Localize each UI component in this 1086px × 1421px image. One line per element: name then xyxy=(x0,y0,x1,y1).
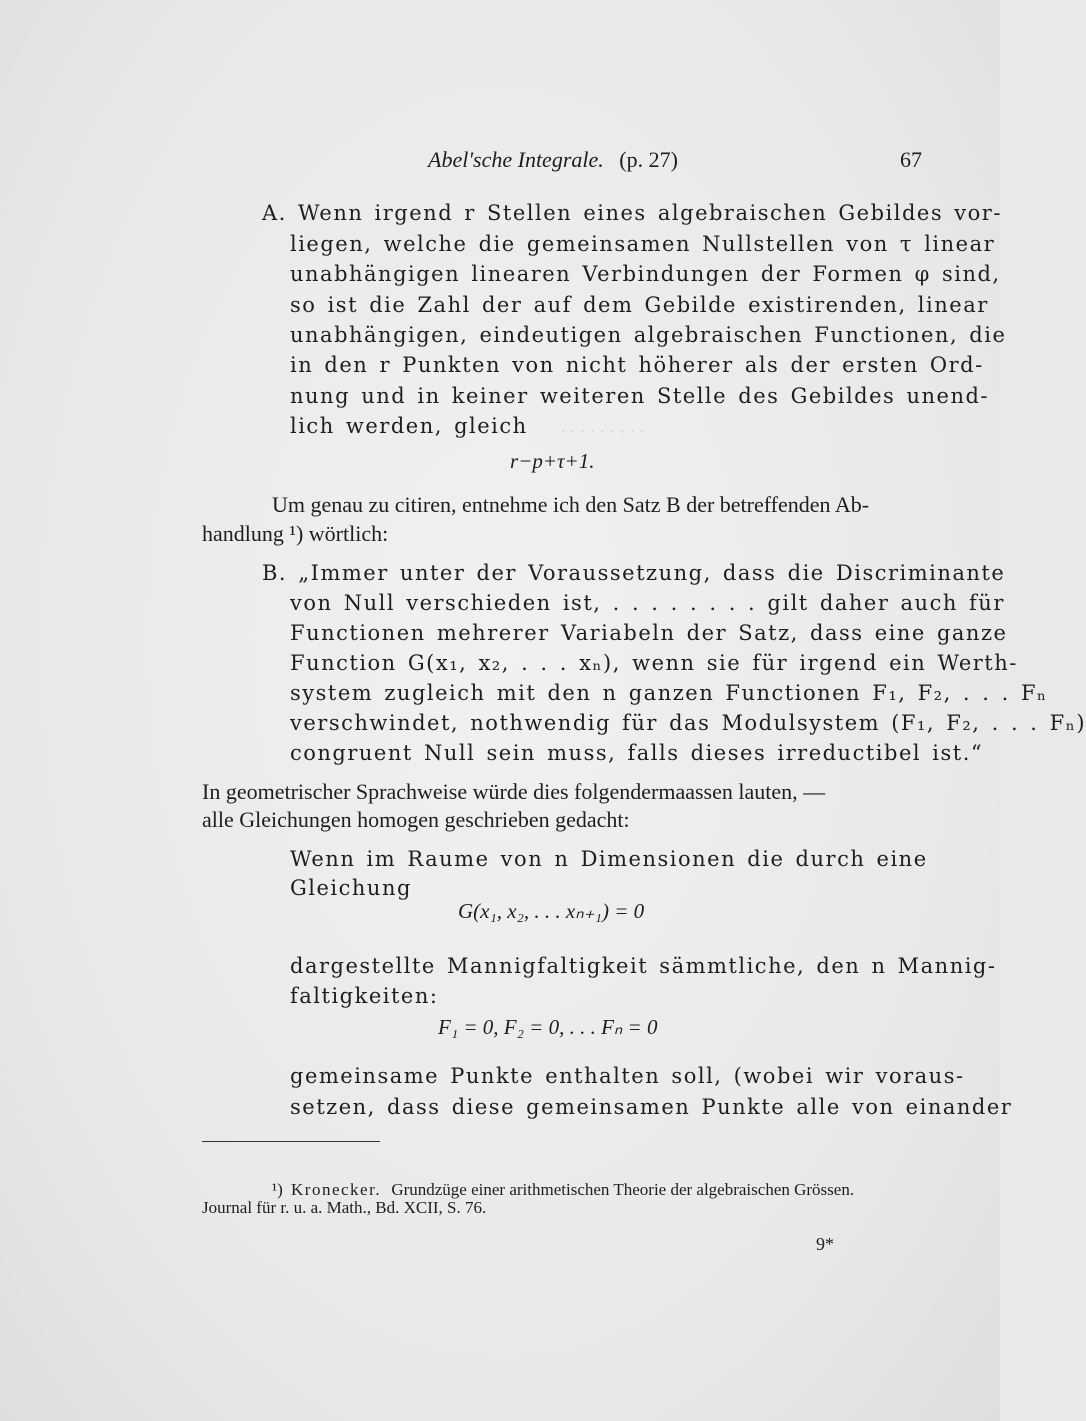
theorem-b-line: B. „Immer unter der Voraussetzung, dass die Discriminante xyxy=(262,561,1006,585)
theorem-b-line: verschwindet, nothwendig für das Modulsystem (F₁, F₂, . . . Fₙ) xyxy=(290,711,1086,735)
theorem-a-line: in den r Punkten von nicht höherer als der ersten Ord- xyxy=(290,353,984,377)
page-number: 67 xyxy=(900,147,922,172)
formula-hypersurface: G(x₁, x₂, . . . xₙ₊₁) = 0 xyxy=(458,899,645,923)
intro-line: Um genau zu citiren, entnehme ich den Satz B der betreffenden Ab- xyxy=(272,492,870,517)
theorem-b-line: von Null verschieden ist, . . . . . . . . gilt daher auch für xyxy=(290,591,1005,615)
footnote xyxy=(272,1180,854,1200)
theorem-b-line: congruent Null sein muss, falls dieses irreductibel ist.“ xyxy=(290,741,984,765)
geometric-line: gemeinsame Punkte enthalten soll, (wobei wir voraus- xyxy=(290,1064,965,1088)
theorem-a-line: nung und in keiner weiteren Stelle des Gebildes unend- xyxy=(290,384,990,408)
geometric-line: dargestellte Mannigfaltigkeit sämmtliche, den n Mannig- xyxy=(290,954,997,978)
geometric-line: setzen, dass diese gemeinsamen Punkte alle von einander xyxy=(290,1095,1013,1119)
footnote-title: Grundzüge einer arithmetischen Theorie der algebraischen Grössen. xyxy=(391,1180,855,1199)
geometric-line: Wenn im Raume von n Dimensionen die durch eine xyxy=(290,847,928,871)
theorem-a-line: A. Wenn irgend r Stellen eines algebraischen Gebildes vor- xyxy=(262,201,1002,225)
footnote-rule xyxy=(202,1141,380,1142)
theorem-a-line: unabhängigen linearen Verbindungen der Formen φ sind, xyxy=(290,262,1001,286)
footnote-source: Journal für r. u. a. Math., Bd. XCII, S. 76. xyxy=(202,1198,487,1217)
section-reference: (p. 27) xyxy=(619,147,678,172)
signature-mark: 9* xyxy=(816,1234,834,1254)
footnote-marker: ¹) xyxy=(272,1180,283,1199)
theorem-a-line: lich werden, gleich xyxy=(290,414,528,438)
formula-dimension: r−p+τ+1. xyxy=(510,449,595,473)
formula-manifolds: F₁ = 0, F₂ = 0, . . . Fₙ = 0 xyxy=(438,1015,658,1039)
footnote-author: Kronecker. xyxy=(291,1180,382,1199)
theorem-b-line: system zugleich mit den n ganzen Functionen F₁, F₂, . . . Fₙ xyxy=(290,681,1048,705)
theorem-b-line: Function G(x₁, x₂, . . . xₙ), wenn sie für irgend ein Werth- xyxy=(290,651,1018,675)
bleed-through-text: · · · · · · · · · xyxy=(560,422,645,441)
geometric-line: faltigkeiten: xyxy=(290,984,439,1008)
running-header xyxy=(428,148,678,172)
running-title: Abel'sche Integrale. xyxy=(428,147,604,172)
geometric-line: alle Gleichungen homogen geschrieben gedacht: xyxy=(202,807,630,832)
theorem-a-line: so ist die Zahl der auf dem Gebilde existirenden, linear xyxy=(290,293,989,317)
theorem-b-line: Functionen mehrerer Variabeln der Satz, dass eine ganze xyxy=(290,621,1008,645)
intro-line: handlung ¹) wörtlich: xyxy=(202,521,389,546)
geometric-line: In geometrischer Sprachweise würde dies folgendermaassen lauten, — xyxy=(202,779,826,804)
theorem-a-line: liegen, welche die gemeinsamen Nullstellen von τ linear xyxy=(290,232,996,256)
geometric-line: Gleichung xyxy=(290,876,412,900)
theorem-a-line: unabhängigen, eindeutigen algebraischen Functionen, die xyxy=(290,323,1007,347)
